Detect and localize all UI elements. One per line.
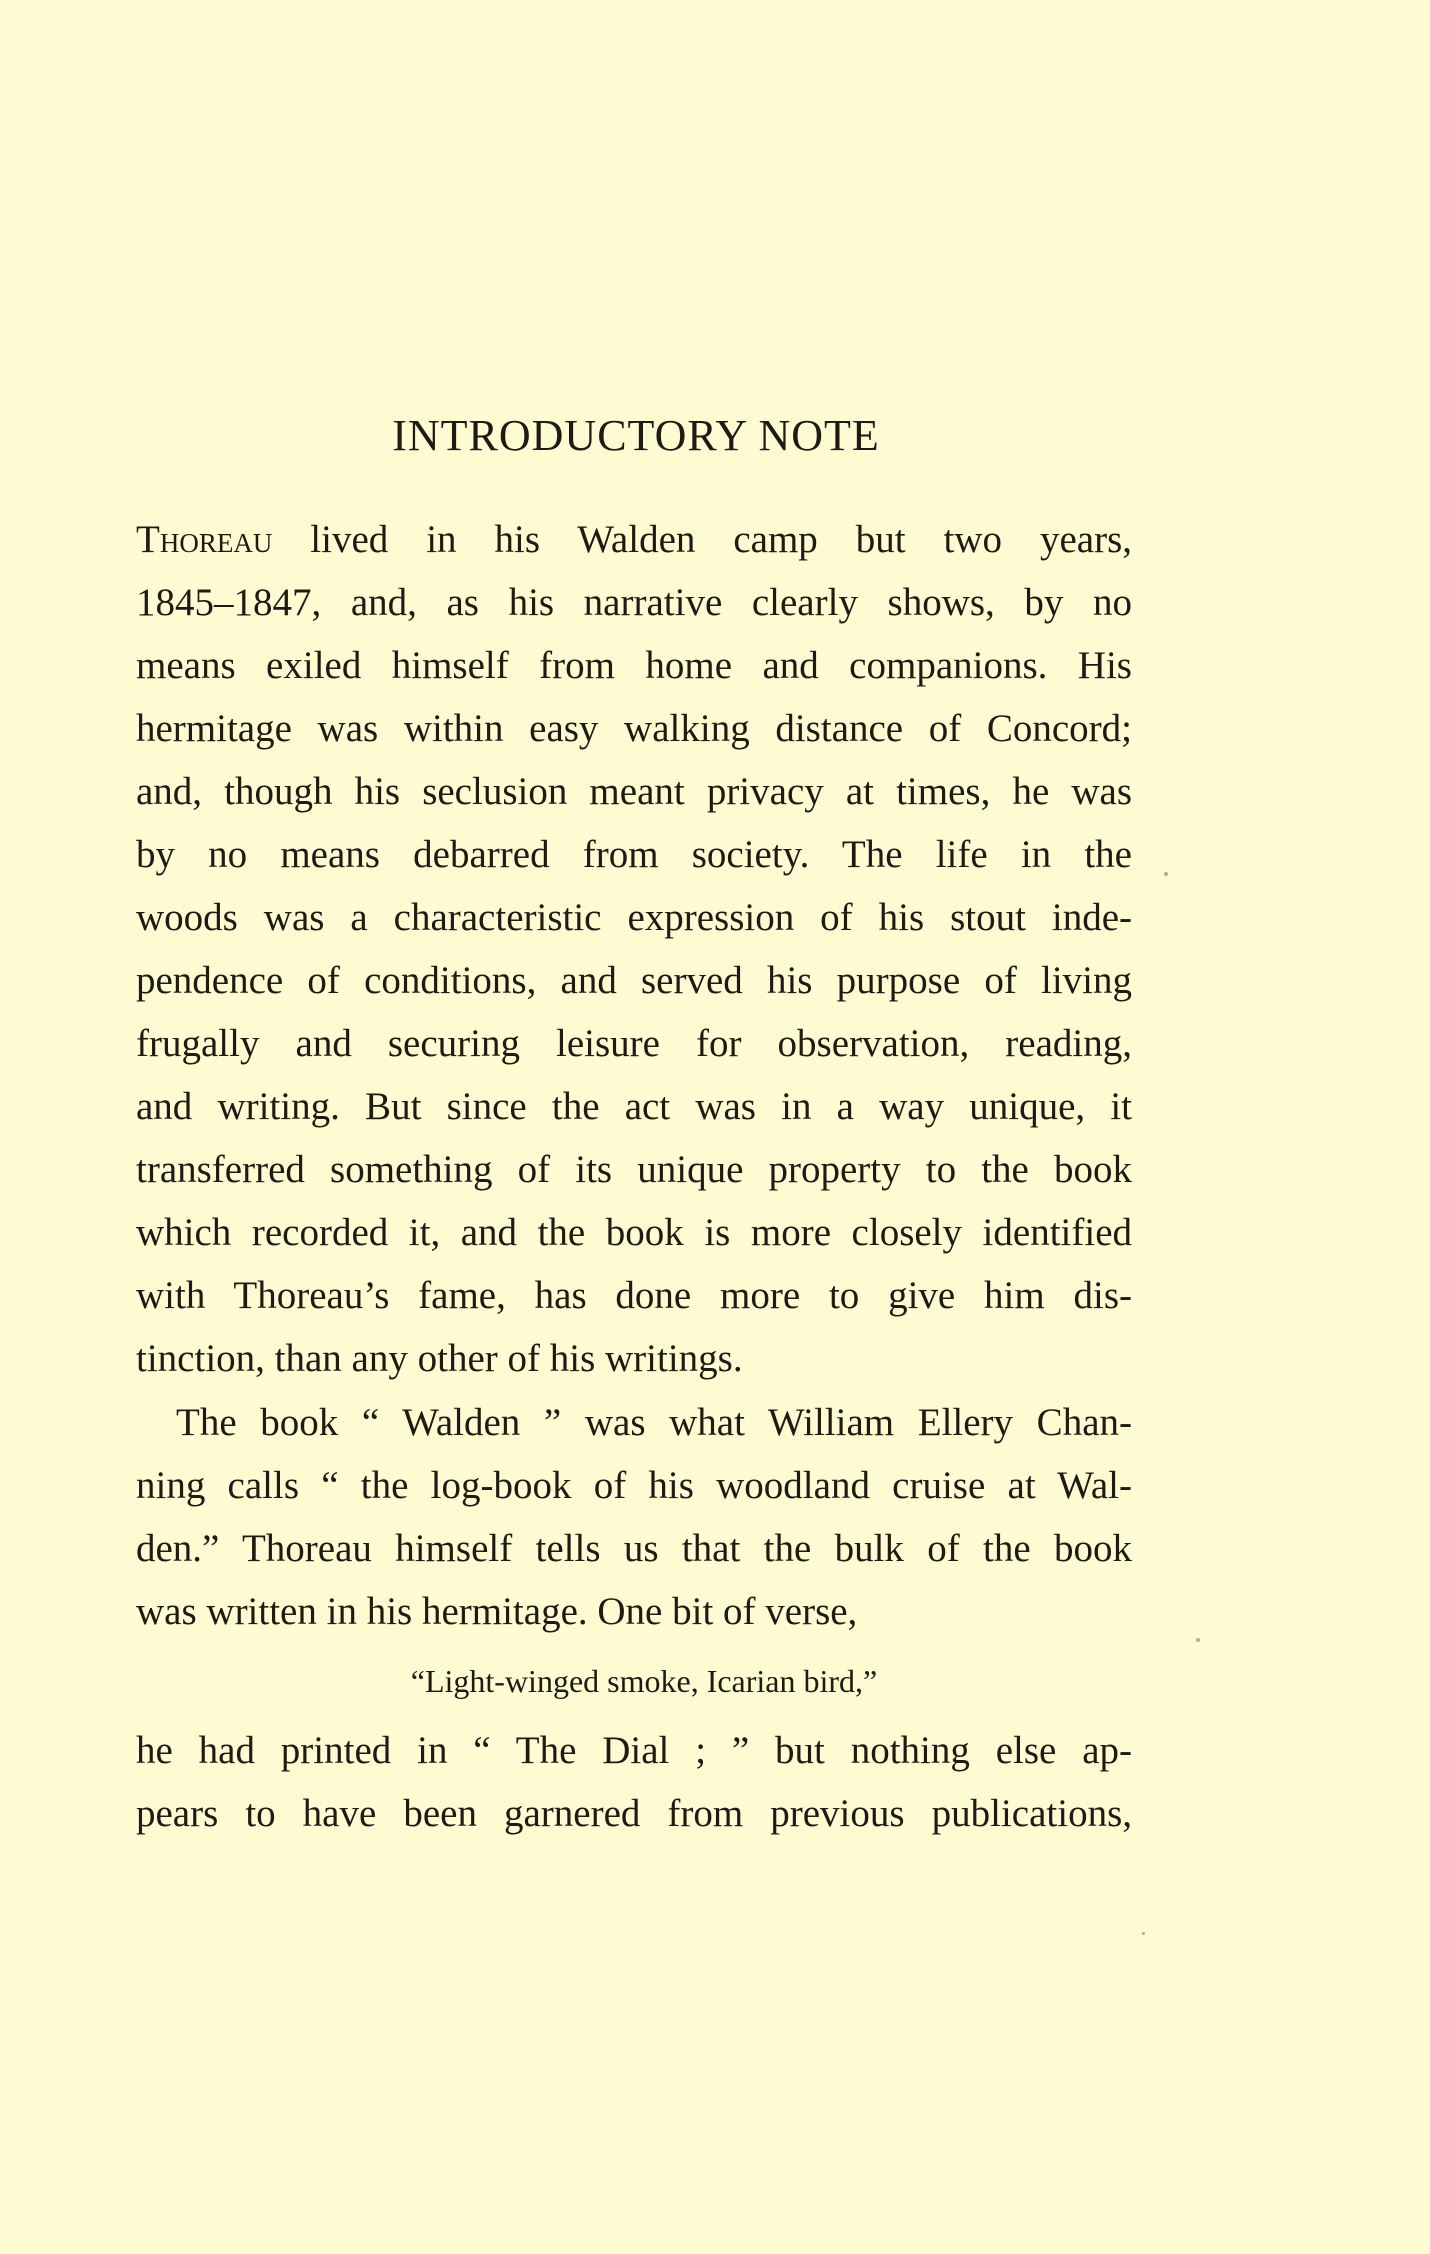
lead-word: Thoreau xyxy=(136,518,273,561)
text-line: frugally and securing leisure for observation, reading, xyxy=(136,1022,1132,1065)
verse-quote: “Light-winged smoke, Icarian bird,” xyxy=(410,1663,878,1699)
text-line: woods was a characteristic expression of his stout inde- xyxy=(136,896,1132,939)
text-line: pendence of conditions, and served his purpose of living xyxy=(136,959,1132,1002)
text-line: ning calls “ the log-book of his woodland cruise at Wal- xyxy=(136,1464,1132,1507)
text-line: and, though his seclusion meant privacy at times, he was xyxy=(136,770,1132,813)
text-line: means exiled himself from home and companions. His xyxy=(136,644,1132,687)
page-title: INTRODUCTORY NOTE xyxy=(392,411,880,460)
text-line: hermitage was within easy walking distance of Concord; xyxy=(136,707,1132,750)
text-line: 1845–1847, and, as his narrative clearly shows, by no xyxy=(136,581,1132,624)
text-line: with Thoreau’s fame, has done more to give him dis- xyxy=(136,1274,1132,1317)
text-line: transferred something of its unique property to the book xyxy=(136,1148,1132,1191)
text-line: was written in his hermitage. One bit of verse, xyxy=(136,1590,858,1633)
text-line: which recorded it, and the book is more closely identified xyxy=(136,1211,1132,1254)
paper-speck xyxy=(1164,872,1168,876)
text-line: den.” Thoreau himself tells us that the bulk of the book xyxy=(136,1527,1132,1570)
text-line: pears to have been garnered from previous publications, xyxy=(136,1792,1132,1835)
text-line: by no means debarred from society. The life in the xyxy=(136,833,1132,876)
paper-speck xyxy=(1142,1932,1145,1935)
text-line: he had printed in “ The Dial ; ” but nothing else ap- xyxy=(136,1729,1132,1772)
text-line: The book “ Walden ” was what William Ellery Chan- xyxy=(176,1401,1132,1444)
paper-speck xyxy=(1196,1638,1200,1642)
text-line: and writing. But since the act was in a way unique, it xyxy=(136,1085,1132,1128)
text-line: tinction, than any other of his writings. xyxy=(136,1337,743,1380)
text-line: Thoreau lived in his Walden camp but two years, xyxy=(136,518,1132,561)
